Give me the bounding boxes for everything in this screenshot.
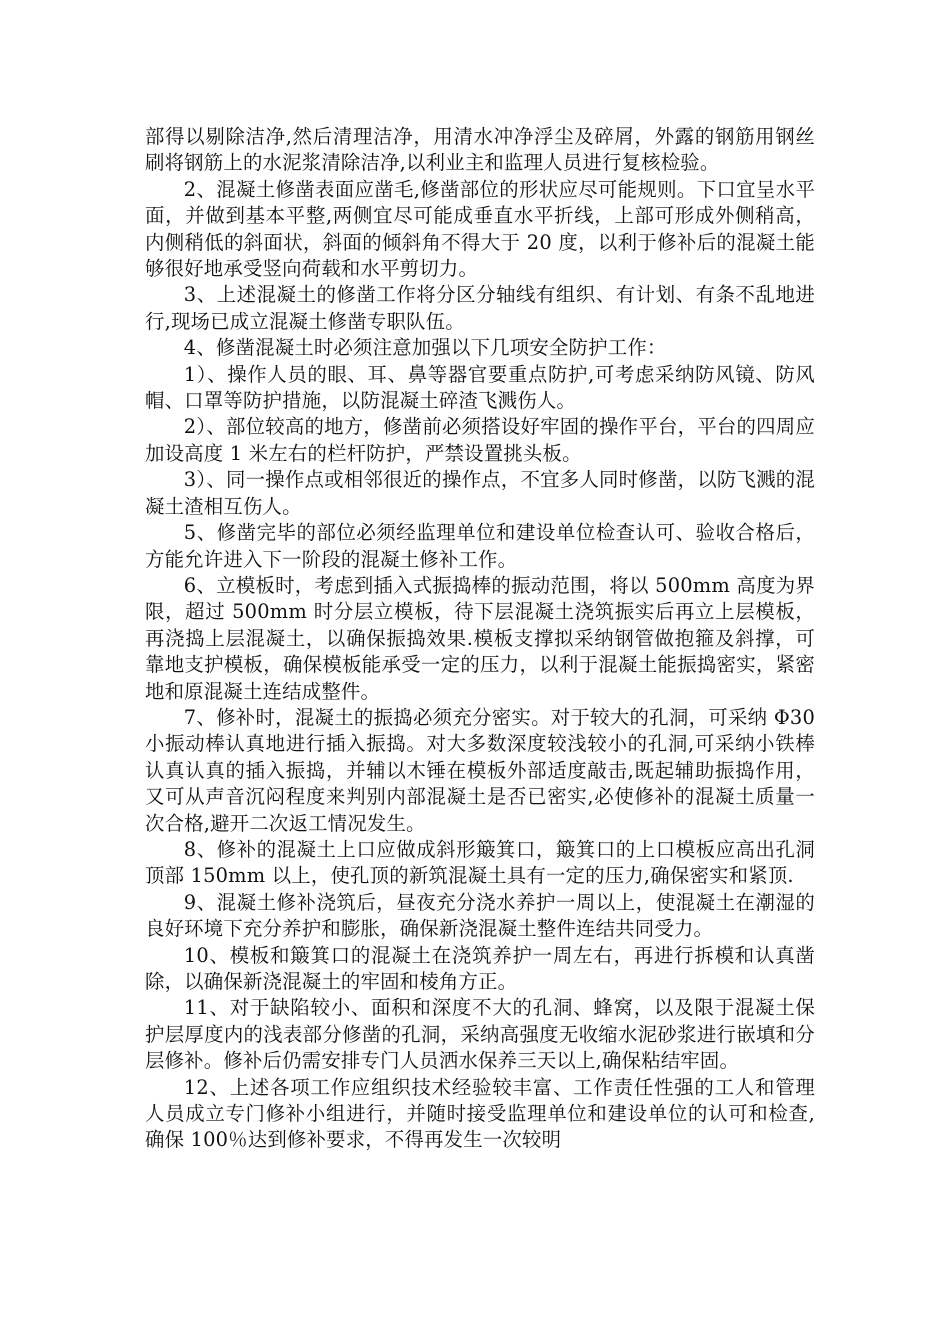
paragraph-item-7: 7、修补时，混凝土的振捣必须充分密实。对于较大的孔洞，可采纳 Φ30 小振动棒认真地进行插入振捣。对大多数深度较浅较小的孔洞,可采纳小铁棒认真认真的插入振捣，并辅以木锤在模板外部适度敲击,既起辅助振捣作用，又可从声音沉闷程度来判别内部混凝土是否已密实,必使修补的混凝土质量一次合格,避开二次返工情况发生。 <box>145 705 815 835</box>
paragraph-item-12: 12、上述各项工作应组织技术经验较丰富、工作责任性强的工人和管理人员成立专门修补小组进行，并随时接受监理单位和建设单位的认可和检查,确保 100％达到修补要求，不得再发生一次较明 <box>145 1075 815 1152</box>
paragraph-item-9: 9、混凝土修补浇筑后，昼夜充分浇水养护一周以上，使混凝土在潮湿的良好环境下充分养护和膨胀，确保新浇混凝土整件连结共同受力。 <box>145 890 815 941</box>
paragraph-item-8: 8、修补的混凝土上口应做成斜形簸箕口，簸箕口的上口模板应高出孔洞顶部 150mm 以上，使孔顶的新筑混凝土具有一定的压力,确保密实和紧顶. <box>145 837 815 888</box>
paragraph-subitem-3: 3）、同一操作点或相邻很近的操作点，不宜多人同时修凿，以防飞溅的混凝土渣相互伤人。 <box>145 468 815 518</box>
paragraph-item-3: 3、上述混凝土的修凿工作将分区分轴线有组织、有计划、有条不乱地进行,现场已成立混凝土修凿专职队伍。 <box>145 283 815 333</box>
paragraph-item-11: 11、对于缺陷较小、面积和深度不大的孔洞、蜂窝，以及限于混凝土保护层厚度内的浅表部分修凿的孔洞，采纳高强度无收缩水泥砂浆进行嵌填和分层修补。修补后仍需安排专门人员洒水保养三天以上,确保粘结牢固。 <box>145 996 815 1073</box>
paragraph-item-10: 10、模板和簸箕口的混凝土在浇筑养护一周左右，再进行拆模和认真凿除，以确保新浇混凝土的牢固和棱角方正。 <box>145 943 815 993</box>
paragraph-item-6: 6、立模板时，考虑到插入式振捣棒的振动范围，将以 500mm 高度为界限，超过 500mm 时分层立模板，待下层混凝土浇筑振实后再立上层模板，再浇捣上层混凝土，以确保振捣效果.模板支撑拟采纳钢管做抱箍及斜撑，可靠地支护模板，确保模板能承受一定的压力，以利于混凝土能振捣密实，紧密地和原混凝土连结成整件。 <box>145 573 815 703</box>
paragraph-item-5: 5、修凿完毕的部位必须经监理单位和建设单位检查认可、验收合格后，方能允许进入下一阶段的混凝土修补工作。 <box>145 521 815 571</box>
paragraph-subitem-1: 1）、操作人员的眼、耳、鼻等器官要重点防护,可考虑采纳防风镜、防风帽、口罩等防护措施，以防混凝土碎渣飞溅伤人。 <box>145 362 815 413</box>
paragraph-item-2: 2、混凝土修凿表面应凿毛,修凿部位的形状应尽可能规则。下口宜呈水平面，并做到基本平整,两侧宜尽可能成垂直水平折线，上部可形成外侧稍高，内侧稍低的斜面状，斜面的倾斜角不得大于 20 度，以利于修补后的混凝土能够很好地承受竖向荷载和水平剪切力。 <box>145 177 815 281</box>
paragraph-item-4: 4、修凿混凝土时必须注意加强以下几项安全防护工作： <box>183 336 667 360</box>
document-body <box>145 124 815 1154</box>
paragraph-continued: 部得以剔除洁净,然后清理洁净，用清水冲净浮尘及碎屑，外露的钢筋用钢丝刷将钢筋上的水泥浆清除洁净,以利业主和监理人员进行复核检验。 <box>145 125 815 175</box>
paragraph-subitem-2: 2）、部位较高的地方，修凿前必须搭设好牢固的操作平台，平台的四周应加设高度 1 米左右的栏杆防护，严禁设置挑头板。 <box>145 415 815 465</box>
